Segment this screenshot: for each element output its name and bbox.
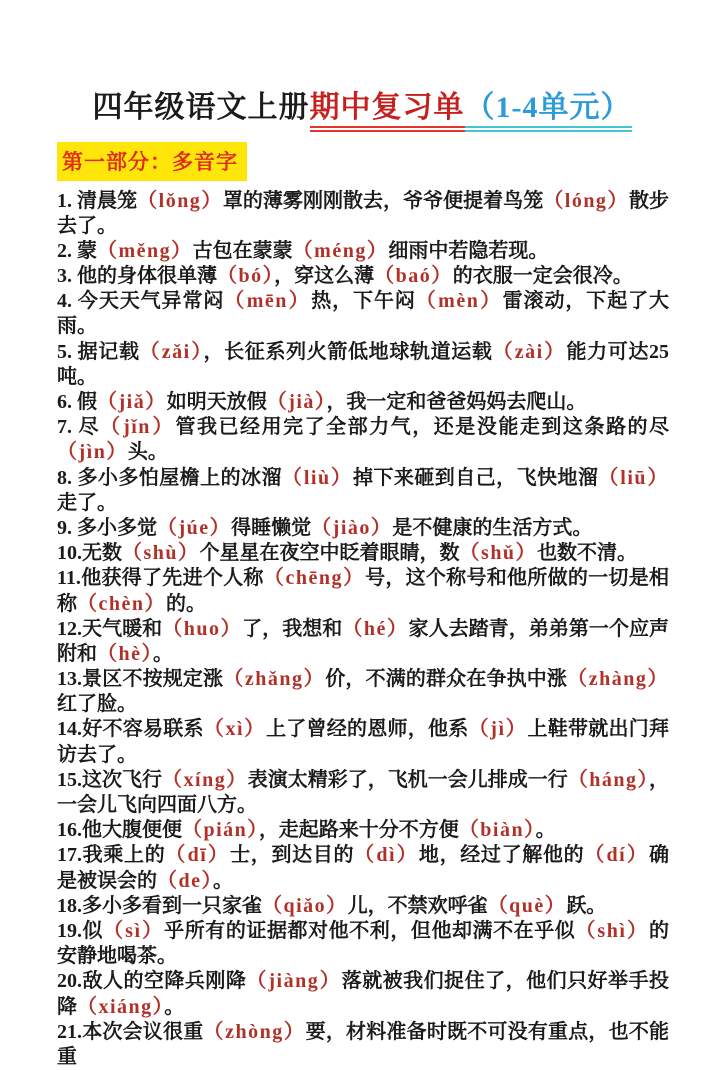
item-text: 尽 <box>79 416 101 438</box>
item-number: 10. <box>57 542 82 564</box>
item-text: 如明天放假 <box>167 391 267 413</box>
review-item <box>57 919 669 969</box>
review-item <box>57 390 669 415</box>
title-review-label: 期中复习单 <box>310 91 465 132</box>
pinyin-annotation: （de） <box>157 870 213 892</box>
item-number: 1. <box>57 190 77 212</box>
pinyin-annotation: （méng） <box>293 240 389 262</box>
review-item <box>57 617 669 667</box>
item-text: 景区不按规定涨 <box>82 668 223 690</box>
review-item <box>57 1020 669 1070</box>
item-number: 2. <box>57 240 77 262</box>
pinyin-annotation: （zǎi） <box>140 341 204 363</box>
item-text: 号，这个称号和他所做的一切是相称 <box>57 567 669 614</box>
item-number: 18. <box>57 895 82 917</box>
pinyin-annotation: （dí） <box>584 844 649 866</box>
item-text: 的衣服一定会很冷。 <box>453 265 633 287</box>
review-list <box>57 189 669 1070</box>
pinyin-annotation: （zhàng） <box>567 668 669 690</box>
item-text: ，我一定和爸爸妈妈去爬山。 <box>326 391 586 413</box>
item-text: 确是被误会的 <box>57 844 669 891</box>
item-text: 能力可达25吨。 <box>57 341 669 388</box>
item-text: 多小多看到一只家雀 <box>82 895 262 917</box>
pinyin-annotation: （měng） <box>97 240 193 262</box>
review-item <box>57 717 669 767</box>
pinyin-annotation: （sì） <box>103 920 164 942</box>
item-text: 是不健康的生活方式。 <box>392 517 592 539</box>
item-number: 17. <box>57 844 82 866</box>
page-title <box>0 0 724 129</box>
item-text: 乎所有的证据都对他不利，但他却满不在乎似 <box>164 920 575 942</box>
item-number: 11. <box>57 567 81 589</box>
item-text: 这次飞行 <box>82 769 162 791</box>
item-text: 他的身体很单薄 <box>77 265 217 287</box>
pinyin-annotation: （xiáng） <box>77 996 164 1018</box>
title-units-label: （1-4单元） <box>465 91 632 132</box>
pinyin-annotation: （biàn） <box>459 819 536 841</box>
item-text: 上鞋带就出门拜访去了。 <box>57 718 669 765</box>
item-text: 红了脸。 <box>57 693 137 715</box>
pinyin-annotation: （hè） <box>97 643 153 665</box>
pinyin-annotation: （hé） <box>342 618 408 640</box>
pinyin-annotation: （lǒng） <box>137 190 223 212</box>
review-item <box>57 566 669 616</box>
item-number: 15. <box>57 769 82 791</box>
review-item <box>57 843 669 893</box>
item-text: 罩的薄雾刚刚散去，爷爷便提着鸟笼 <box>223 190 543 212</box>
item-text: 要，材料准备时既不可没有重点，也不能重 <box>57 1021 669 1068</box>
pinyin-annotation: （jǐn） <box>100 416 175 438</box>
title-grade-label: 四年级语文上册 <box>93 91 310 124</box>
item-number: 6. <box>57 391 77 413</box>
pinyin-annotation: （chēng） <box>264 567 365 589</box>
item-text: 。 <box>164 996 184 1018</box>
pinyin-annotation: （liū） <box>598 467 669 489</box>
pinyin-annotation: （xíng） <box>162 769 248 791</box>
item-text: 他大腹便便 <box>82 819 182 841</box>
item-text: 多小多觉 <box>77 517 157 539</box>
item-text: 假 <box>77 391 97 413</box>
item-text: 似 <box>82 920 103 942</box>
item-text: 家人去踏青，弟弟第一个应声附和 <box>57 618 669 665</box>
item-text: 走了。 <box>57 492 117 514</box>
pinyin-annotation: （jiào） <box>311 517 392 539</box>
review-item <box>57 516 669 541</box>
item-text: 儿，不禁欢呼雀 <box>348 895 488 917</box>
pinyin-annotation: （jiǎ） <box>97 391 167 413</box>
pinyin-annotation: （mēn） <box>224 290 311 312</box>
pinyin-annotation: （jì） <box>469 718 528 740</box>
item-text: 细雨中若隐若现。 <box>388 240 548 262</box>
review-item <box>57 667 669 717</box>
pinyin-annotation: （chèn） <box>77 593 166 615</box>
item-text: 个星星在夜空中眨着眼睛，数 <box>200 542 460 564</box>
item-number: 7. <box>57 416 79 438</box>
review-item <box>57 768 669 818</box>
item-number: 4. <box>57 290 78 312</box>
pinyin-annotation: （jià） <box>267 391 327 413</box>
item-text: 掉下来砸到自己，飞快地溜 <box>353 467 598 489</box>
review-item <box>57 289 669 339</box>
item-text: 。 <box>213 870 233 892</box>
pinyin-annotation: （lóng） <box>543 190 629 212</box>
item-text: 清晨笼 <box>77 190 137 212</box>
item-text: 散步去了。 <box>57 190 669 237</box>
pinyin-annotation: （qiǎo） <box>262 895 348 917</box>
pinyin-annotation: （jiàng） <box>246 970 341 992</box>
review-item <box>57 264 669 289</box>
item-text: ，走起路来十分不方便 <box>259 819 459 841</box>
pinyin-annotation: （shì） <box>575 920 649 942</box>
pinyin-annotation: （zài） <box>493 341 567 363</box>
item-text: 敌人的空降兵刚降 <box>82 970 246 992</box>
item-text: ，穿这么薄 <box>274 265 374 287</box>
item-text: 跃。 <box>566 895 606 917</box>
item-text: 多小多怕屋檐上的冰溜 <box>77 467 281 489</box>
item-number: 12. <box>57 618 82 640</box>
item-text: 上了曾经的恩师，他系 <box>266 718 469 740</box>
item-text: 。 <box>536 819 556 841</box>
pinyin-annotation: （júe） <box>157 517 231 539</box>
section-header-row <box>57 142 724 181</box>
item-text: 他获得了先进个人称 <box>81 567 264 589</box>
review-item <box>57 818 669 843</box>
pinyin-annotation: （xì） <box>204 718 266 740</box>
item-text: 无数 <box>82 542 122 564</box>
review-item <box>57 239 669 264</box>
pinyin-annotation: （dī） <box>165 844 230 866</box>
item-text: 热，下午闷 <box>311 290 416 312</box>
pinyin-annotation: （huo） <box>162 618 242 640</box>
item-text: 天气暖和 <box>82 618 162 640</box>
item-number: 3. <box>57 265 77 287</box>
review-item <box>57 340 669 390</box>
pinyin-annotation: （dì） <box>354 844 419 866</box>
pinyin-annotation: （shù） <box>122 542 200 564</box>
item-number: 13. <box>57 668 82 690</box>
item-text: 管我已经用完了全部力气，还是没能走到这条路的尽 <box>175 416 669 438</box>
item-number: 16. <box>57 819 82 841</box>
review-item <box>57 415 669 465</box>
item-text: 据记载 <box>78 341 140 363</box>
review-item <box>57 541 669 566</box>
item-text: 头。 <box>128 441 168 463</box>
item-text: 。 <box>153 643 173 665</box>
item-text: 的安静地喝茶。 <box>57 920 669 967</box>
item-text: 也数不清。 <box>537 542 637 564</box>
pinyin-annotation: （shǔ） <box>460 542 538 564</box>
item-text: 我乘上的 <box>82 844 165 866</box>
item-number: 9. <box>57 517 77 539</box>
item-text: 落就被我们捉住了，他们只好举手投降 <box>57 970 669 1017</box>
item-number: 8. <box>57 467 77 489</box>
pinyin-annotation: （bó） <box>217 265 274 287</box>
review-item <box>57 466 669 516</box>
item-text: 古包在蒙蒙 <box>193 240 293 262</box>
pinyin-annotation: （pián） <box>182 819 259 841</box>
review-item <box>57 189 669 239</box>
item-number: 19. <box>57 920 82 942</box>
pinyin-annotation: （liù） <box>282 467 353 489</box>
item-number: 20. <box>57 970 82 992</box>
pinyin-annotation: （zhǎng） <box>223 668 325 690</box>
item-text: 本次会议很重 <box>82 1021 203 1043</box>
item-text: 今天天气异常闷 <box>78 290 224 312</box>
item-text: 价，不满的群众在争执中涨 <box>325 668 567 690</box>
pinyin-annotation: （jìn） <box>57 441 128 463</box>
pinyin-annotation: （què） <box>488 895 567 917</box>
item-text: 地，经过了解他的 <box>419 844 584 866</box>
item-text: 的。 <box>166 593 206 615</box>
pinyin-annotation: （zhòng） <box>203 1021 305 1043</box>
pinyin-annotation: （háng） <box>568 769 649 791</box>
item-text: 了，我想和 <box>242 618 342 640</box>
item-text: ，长征系列火箭低地球轨道运载 <box>204 341 493 363</box>
item-text: ，一会儿飞向四面八方。 <box>57 769 669 816</box>
item-text: 士，到达目的 <box>230 844 354 866</box>
item-text: 蒙 <box>77 240 97 262</box>
pinyin-annotation: （mèn） <box>416 290 503 312</box>
review-item <box>57 894 669 919</box>
item-number: 21. <box>57 1021 82 1043</box>
item-number: 14. <box>57 718 82 740</box>
section-header: 第一部分：多音字 <box>57 142 247 181</box>
pinyin-annotation: （baó） <box>374 265 453 287</box>
item-text: 表演太精彩了，飞机一会儿排成一行 <box>248 769 568 791</box>
review-item <box>57 969 669 1019</box>
item-text: 好不容易联系 <box>82 718 204 740</box>
item-text: 得睡懒觉 <box>231 517 311 539</box>
item-text: 雷滚动，下起了大雨。 <box>57 290 669 337</box>
item-number: 5. <box>57 341 78 363</box>
